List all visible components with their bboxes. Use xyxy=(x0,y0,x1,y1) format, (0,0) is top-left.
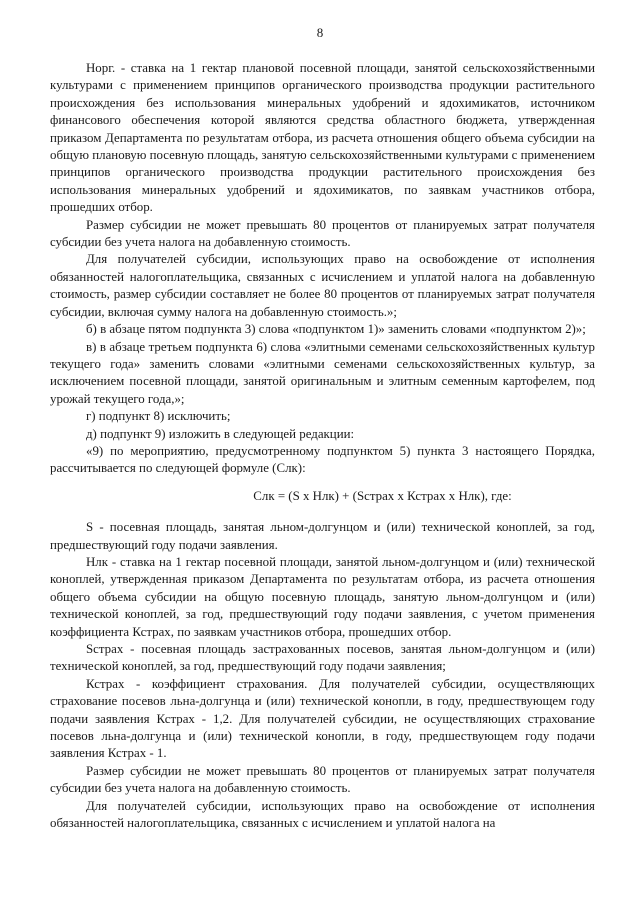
paragraph-nlk-definition: Нлк - ставка на 1 гектар посевной площади, занятой льном-долгунцом и (или) технической коноплей, утвержденная приказом Департамента по результатам отбора, из расчета отношения общего объема субсидии на общую посевную площадь, занятую льном-долгунцом и (или) технической коноплей, за год, предшествующий году подачи заявления, с учетом применения коэффициента Кстрах, по заявкам участников отбора, прошедших отбор. xyxy=(50,554,595,639)
paragraph-amendment-b: б) в абзаце пятом подпункта 3) слова «подпунктом 1)» заменить словами «подпунктом 2)»; xyxy=(86,322,586,337)
paragraph-vat-exempt-2: Для получателей субсидии, использующих право на освобождение от исполнения обязанностей налогоплательщика, связанных с исчислением и уплатой налога на xyxy=(50,798,595,831)
paragraph-amendment-d: д) подпункт 9) изложить в следующей редакции: xyxy=(86,426,355,441)
paragraph-subsidy-limit: Размер субсидии не может превышать 80 процентов от планируемых затрат получателя субсидии без учета налога на добавленную стоимость. xyxy=(50,217,595,250)
document-body xyxy=(50,60,595,832)
page-number: 8 xyxy=(316,25,324,40)
paragraph-sstrah-definition: Sстрах - посевная площадь застрахованных посевов, занятая льном-долгунцом и (или) технической коноплей, за год, предшествующий году подачи заявления; xyxy=(50,642,595,674)
paragraph-item-9: «9) по мероприятию, предусмотренному подпунктом 5) пункта 3 настоящего Порядка, рассчитывается по следующей формуле (Слк): xyxy=(50,443,595,476)
paragraph-amendment-g: г) подпункт 8) исключить; xyxy=(86,409,231,424)
paragraph-kstrah-definition: Кстрах - коэффициент страхования. Для получателей субсидии, осуществляющих страхование посевов льна-долгунца и (или) технической конопли, в году, предшествующем году подачи заявления Кстрах - 1,2. Для получателей субсидии, не осуществляющих страхование посевов льна-долгунца и (или) технической конопли, в году, предшествующем году подачи заявления Кстрах - 1. xyxy=(50,676,595,761)
paragraph-subsidy-limit-2: Размер субсидии не может превышать 80 процентов от планируемых затрат получателя субсидии без учета налога на добавленную стоимость. xyxy=(50,763,595,796)
paragraph-s-definition: S - посевная площадь, занятая льном-долгунцом и (или) технической коноплей, за год, предшествующий году подачи заявления. xyxy=(50,520,595,552)
paragraph-vat-exempt: Для получателей субсидии, использующих право на освобождение от исполнения обязанностей налогоплательщика, связанных с исчислением и уплатой налога на добавленную стоимость, размер субсидии составляет не более 80 процентов от планируемых затрат получателя субсидии, включая сумму налога на добавленную стоимость.»; xyxy=(50,252,595,319)
paragraph-amendment-v: в) в абзаце третьем подпункта 6) слова «элитными семенами сельскохозяйственных культур текущего года» заменить словами «элитными семенами сельскохозяйственных культур, за исключением посевной площади, занятой оригинальным и элитным семенным картофелем, под урожай текущего года,»; xyxy=(50,339,595,406)
paragraph-norg-definition: Норг. - ставка на 1 гектар плановой посевной площади, занятой сельскохозяйственными культурами с применением принципов органического производства продукции растительного происхождения без использования минеральных удобрений и ядохимикатов, источником финансового обеспечения которой являются средства областного бюджета, утвержденная приказом Департамента по результатам отбора, из расчета отношения общего объема субсидии на общую плановую посевную площадь, занятую сельскохозяйственными культурами с применением принципов органического производства продукции растительного происхождения без использования минеральных удобрений и ядохимикатов, по заявкам участников отбора, прошедших отбор. xyxy=(50,61,595,215)
formula-slk: Слк = (S х Нлк) + (Sстрах х Кстрах х Нлк), где: xyxy=(253,488,512,503)
